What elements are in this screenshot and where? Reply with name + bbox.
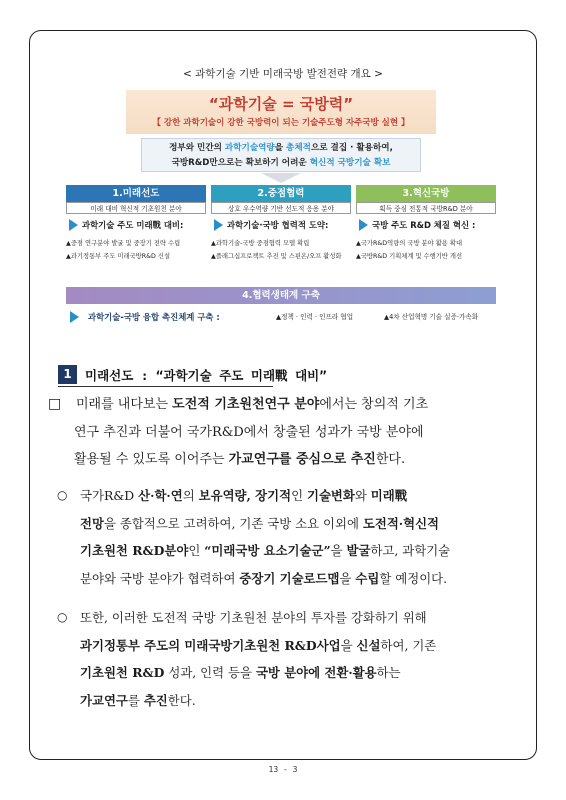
column-subtitle: 획득 중심 전통적 국방R&D 분야: [356, 202, 496, 214]
goal-line-2: 국방R&D만으로는 확보하기 어려운 혁신적 국방기술 확보: [171, 158, 391, 168]
column-lead: 과학기술 주도 미래戰 대비:: [66, 219, 206, 231]
paragraph-line: 가교연구를 추진한다.: [80, 692, 196, 708]
paragraph-line: 미래를 내다보는 도전적 기초원천연구 분야에서는 창의적 기초: [76, 397, 429, 412]
column-header: 2.중점협력: [211, 185, 351, 202]
vision-subheadline: 【 강한 과학기술이 강한 국방력이 되는 기술주도형 자주국방 실현 】: [152, 118, 410, 128]
paragraph-1: [76, 391, 428, 474]
column-item: ▲국방R&D 기획체계 및 수행기반 개선: [356, 253, 463, 260]
paragraph-line: 또한, 이러한 도전적 국방 기초원천 분야의 투자를 강화하기 위해: [80, 610, 427, 625]
column-item: ▲플래그십프로젝트 추진 및 스핀온/오프 활성화: [211, 253, 342, 260]
paragraph-line: 활용될 수 있도록 이어주는 가교연구를 중심으로 추진한다.: [74, 452, 406, 467]
square-bullet-icon: □: [48, 396, 62, 412]
ecosystem-item: ▲4차 산업혁명 기술 실증·가속화: [384, 313, 479, 321]
section-title: 미래선도 : “과학기술 주도 미래戰 대비”: [85, 368, 327, 383]
column-subtitle: 미래 대비 혁신적 기초원천 분야: [66, 202, 206, 214]
page-title: < 과학기술 기반 미래국방 발전전략 개요 >: [183, 68, 383, 80]
circle-bullet-icon: ○: [57, 610, 68, 624]
paragraph-line: 국가R&D 산·학·연의 보유역량, 장기적인 기술변화와 미래戰: [80, 488, 408, 503]
column-item: ▲중점 연구분야 발굴 및 중장기 전략 수립: [66, 240, 181, 247]
paragraph-line: 기초원천 R&D분야인 “미래국방 요소기술군”을 발굴하고, 과학기술: [80, 543, 451, 558]
section-number: 1: [58, 365, 77, 384]
paragraph-3: [80, 604, 436, 714]
circle-bullet-icon: ○: [57, 488, 68, 502]
column-lead: 국방 주도 R&D 체질 혁신 :: [356, 219, 496, 231]
ecosystem-bar: 4.협력생태계 구축: [66, 287, 496, 304]
arrow-right-icon: [70, 311, 79, 323]
column-item: ▲과기정통부 주도 미래국방R&D 신설: [66, 253, 171, 260]
column-header: 3.혁신국방: [356, 185, 496, 202]
arrow-right-icon: [359, 219, 368, 231]
column-subtitle: 상호 우수역량 기반 선도적 응용 분야: [211, 202, 351, 214]
paragraph-line: 기초원천 R&D 성과, 인력 등을 국방 분야에 전환·활용하는: [80, 665, 401, 680]
paragraph-line: 전망을 종합적으로 고려하여, 기존 국방 소요 이외에 도전적·혁신적: [80, 515, 440, 531]
paragraph-2: [80, 482, 450, 592]
ecosystem-row: [66, 308, 496, 326]
strategy-infographic: [66, 88, 496, 326]
column-header: 1.미래선도: [66, 185, 206, 202]
goal-box: [141, 138, 421, 172]
vision-box: [126, 90, 436, 134]
ecosystem-item: ▲정책 · 인력 · 인프라 협업: [276, 313, 354, 321]
column-item: ▲국가R&D역량의 국방 분야 활용 확대: [356, 240, 463, 247]
paragraph-line: 연구 추진과 더불어 국가R&D에서 창출된 성과가 국방 분야에: [74, 424, 424, 440]
strategy-column-3: [356, 185, 496, 263]
arrow-right-icon: [214, 219, 223, 231]
arrow-right-icon: [69, 219, 78, 231]
strategy-column-1: [66, 185, 206, 263]
page-number: 13 - 3: [268, 765, 298, 774]
strategy-column-2: [211, 185, 351, 263]
ecosystem-label: 과학기술-국방 융합 촉진체계 구축 :: [88, 312, 220, 322]
vision-headline: “과학기술 = 국방력”: [208, 95, 354, 113]
column-lead: 과학기술·국방 협력적 도약:: [211, 219, 351, 231]
down-arrow-icon: [261, 173, 301, 183]
column-item: ▲과학기술-국방 중점협력 모델 확립: [211, 240, 310, 247]
goal-line-1: 정부와 민간의 과학기술역량을 총체적으로 결집 · 활용하여,: [169, 143, 393, 153]
section-underline: [58, 386, 273, 387]
column-items: [356, 237, 496, 263]
paragraph-line: 과기정통부 주도의 미래국방기초원천 R&D사업을 신설하여, 기존: [80, 637, 437, 653]
column-items: [66, 237, 206, 263]
column-items: [211, 237, 351, 263]
paragraph-line: 분야와 국방 분야가 협력하여 중장기 기술로드맵을 수립할 예정이다.: [80, 570, 448, 586]
